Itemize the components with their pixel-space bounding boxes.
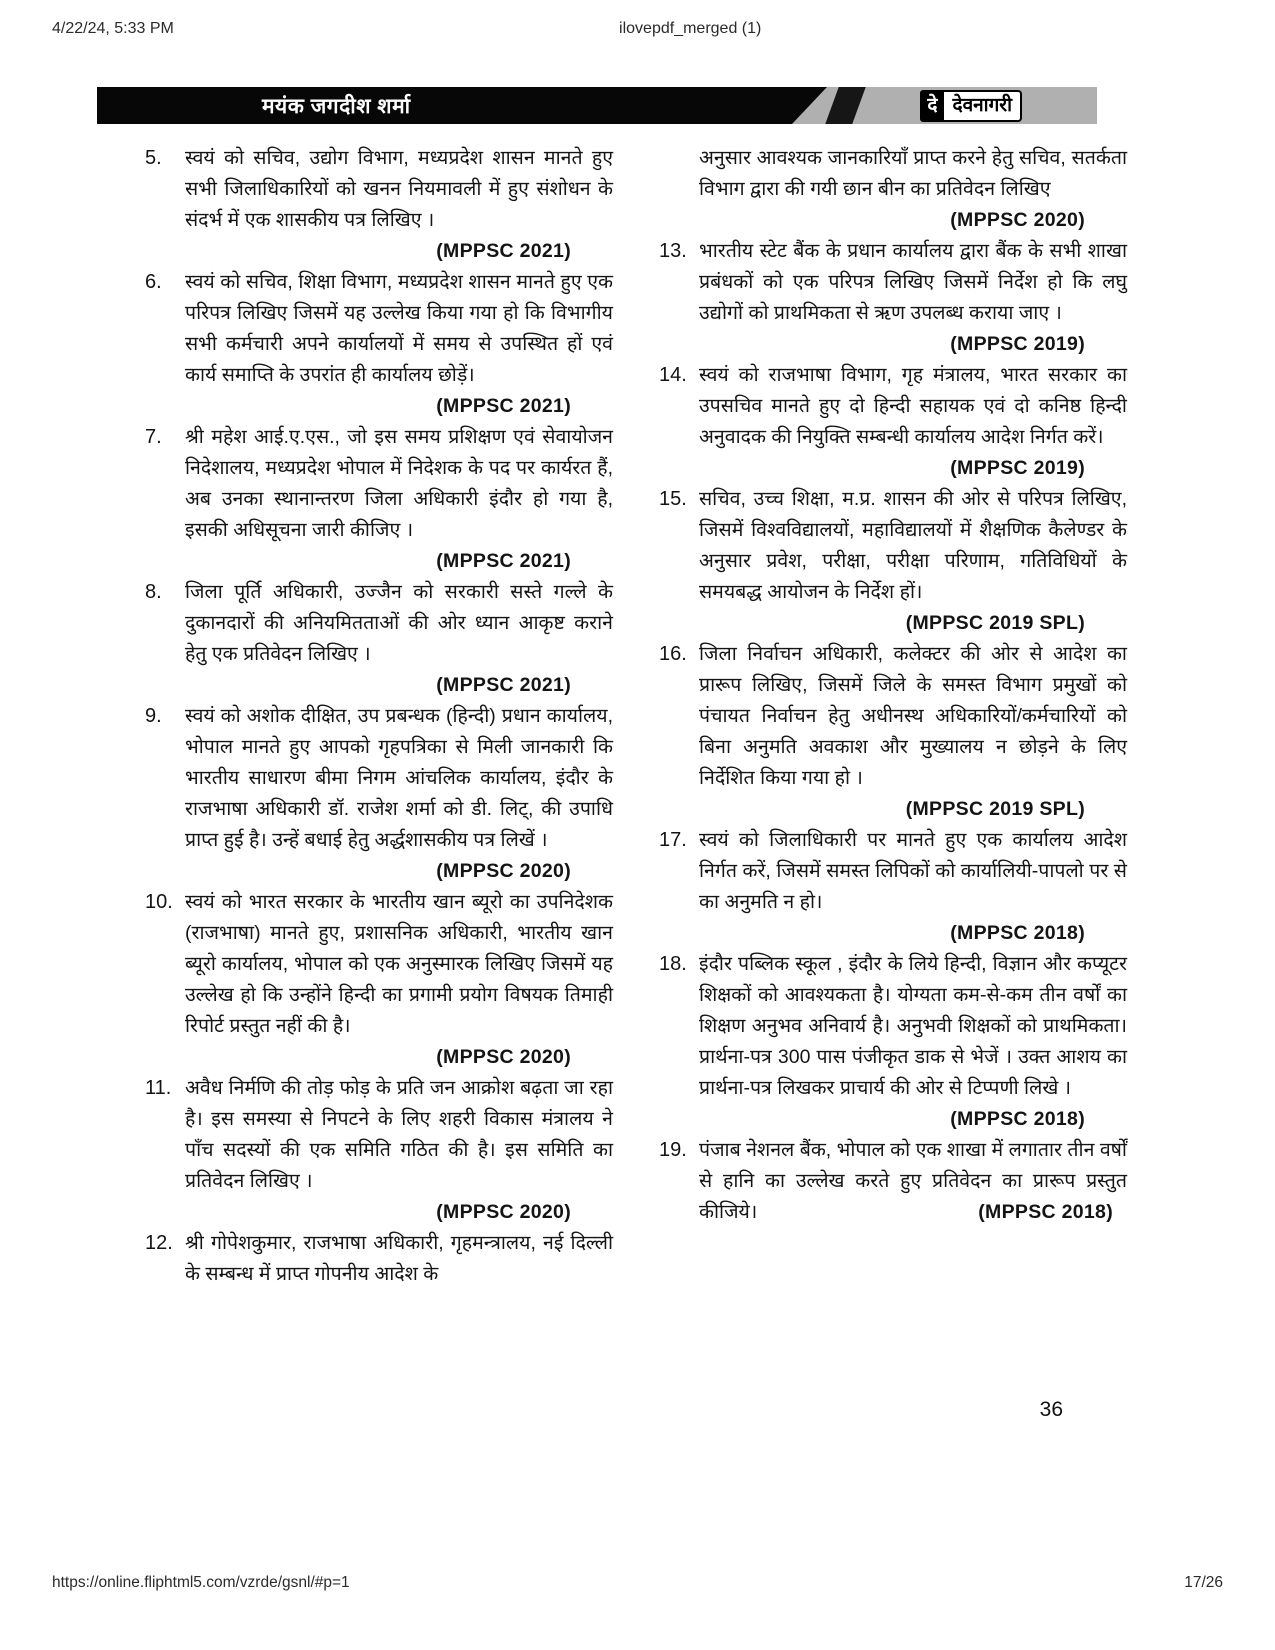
question-item	[145, 1228, 613, 1290]
question-item	[145, 422, 613, 577]
exam-attribution: (MPPSC 2018)	[950, 1108, 1085, 1130]
question-body	[699, 949, 1127, 1135]
question-number: 5.	[145, 147, 162, 169]
question-number: 13.	[659, 240, 687, 262]
question-body	[185, 267, 613, 422]
question-body	[185, 1228, 613, 1290]
question-text: भारतीय स्टेट बैंक के प्रधान कार्यालय द्वारा बैंक के सभी शाखा प्रबंधकों को एक परिपत्र लिखिए जिसमें निर्देश हो कि लघु उद्योगों को प्राथमिकता से ऋण उपलब्ध कराया जाए ।	[699, 240, 1127, 324]
question-body	[185, 1073, 613, 1228]
question-item	[659, 825, 1127, 949]
question-body	[699, 639, 1127, 825]
question-number: 18.	[659, 953, 687, 975]
question-body	[699, 143, 1127, 236]
page-indicator: 17/26	[1184, 1574, 1223, 1591]
exam-attribution: (MPPSC 2021)	[436, 395, 571, 417]
print-header	[52, 20, 1223, 38]
question-text: स्वयं को जिलाधिकारी पर मानते हुए एक कार्यालय आदेश निर्गत करें, जिसमें समस्त लिपिकों को कार्यालियी-पापलो पर से का अनुमति न हो।	[699, 829, 1127, 913]
questions-column-left	[145, 143, 613, 1290]
exam-attribution: (MPPSC 2021)	[436, 550, 571, 572]
question-number: 7.	[145, 426, 162, 448]
question-item	[659, 236, 1127, 360]
question-number: 9.	[145, 705, 162, 727]
exam-attribution: (MPPSC 2020)	[950, 209, 1085, 231]
question-number: 16.	[659, 643, 687, 665]
question-body	[185, 887, 613, 1073]
exam-attribution: (MPPSC 2018)	[978, 1201, 1113, 1223]
question-text: श्री गोपेशकुमार, राजभाषा अधिकारी, गृहमन्त्रालय, नई दिल्ली के सम्बन्ध में प्राप्त गोपनीय आदेश के	[185, 1232, 613, 1285]
question-number: 11.	[145, 1077, 172, 1099]
question-body	[185, 577, 613, 701]
question-item	[145, 1073, 613, 1228]
question-text: स्वयं को भारत सरकार के भारतीय खान ब्यूरो का उपनिदेशक (राजभाषा) मानते हुए, प्रशासनिक अधिकारी, भारतीय खान ब्यूरो कार्यालय, भोपाल को एक अनुस्मारक लिखिए जिसमें यह उल्लेख हो कि उन्होंने हिन्दी का प्रगामी प्रयोग विषयक तिमाही रिपोर्ट प्रस्तुत नहीं की है।	[185, 891, 613, 1037]
question-body	[699, 825, 1127, 949]
exam-attribution: (MPPSC 2019 SPL)	[905, 798, 1085, 820]
logo-wordmark: देवनागरी	[944, 90, 1022, 122]
question-item	[145, 577, 613, 701]
question-text: इंदौर पब्लिक स्कूल , इंदौर के लिये हिन्दी, विज्ञान और कप्यूटर शिक्षकों को आवश्यकता है। योग्यता कम-से-कम तीन वर्षों का शिक्षण अनुभव अनिवार्य है। अनुभवी शिक्षकों को प्राथमिकता। प्रार्थना-पत्र 300 पास पंजीकृत डाक से भेजें । उक्त आशय का प्रार्थना-पत्र लिखकर प्राचार्य की ओर से टिप्पणी लिखे ।	[699, 953, 1127, 1099]
print-datetime: 4/22/24, 5:33 PM	[52, 20, 174, 37]
exam-attribution: (MPPSC 2021)	[436, 674, 571, 696]
question-number: 15.	[659, 488, 687, 510]
questions-column-right	[659, 143, 1127, 1290]
question-item	[145, 701, 613, 887]
exam-attribution: (MPPSC 2019)	[950, 333, 1085, 355]
question-text: अवैध निर्मणि की तोड़ फोड़ के प्रति जन आक्रोश बढ़ता जा रहा है। इस समस्या से निपटने के लिए शहरी विकास मंत्रालय ने पाँच सदस्यों की एक समिति गठित की है। इस समिति का प्रतिवेदन लिखिए ।	[185, 1077, 613, 1192]
question-number: 17.	[659, 829, 687, 851]
question-text: स्वयं को अशोक दीक्षित, उप प्रबन्धक (हिन्दी) प्रधान कार्यालय, भोपाल मानते हुए आपको गृहपत्रिका से मिली जानकारी कि भारतीय साधारण बीमा निगम आंचलिक कार्यालय, इंदौर के राजभाषा अधिकारी डॉ. राजेश शर्मा को डी. लिट्, की उपाधि प्राप्त हुई है। उन्हें बधाई हेतु अर्द्धशासकीय पत्र लिखें ।	[185, 705, 613, 851]
question-body	[185, 143, 613, 267]
exam-attribution: (MPPSC 2018)	[950, 922, 1085, 944]
question-item	[659, 949, 1127, 1135]
question-item	[659, 360, 1127, 484]
question-item	[659, 639, 1127, 825]
source-url: https://online.fliphtml5.com/vzrde/gsnl/#p=1	[52, 1574, 350, 1591]
question-item	[145, 143, 613, 267]
author-name: मयंक जगदीश शर्मा	[262, 94, 411, 118]
question-item	[659, 484, 1127, 639]
exam-attribution: (MPPSC 2020)	[436, 1201, 571, 1223]
question-body	[185, 701, 613, 887]
question-body	[699, 360, 1127, 484]
question-text: श्री महेश आई.ए.एस., जो इस समय प्रशिक्षण एवं सेवायोजन निदेशालय, मध्यप्रदेश भोपाल में निदेशक के पद पर कार्यरत हैं, अब उनका स्थानान्तरण जिला अधिकारी इंदौर हो गया है, इसकी अधिसूचना जारी कीजिए ।	[185, 426, 613, 541]
question-number: 8.	[145, 581, 162, 603]
print-doc-title: ilovepdf_merged (1)	[619, 20, 762, 37]
exam-attribution: (MPPSC 2019)	[950, 457, 1085, 479]
question-item	[145, 267, 613, 422]
question-number: 14.	[659, 364, 687, 386]
exam-attribution: (MPPSC 2020)	[436, 860, 571, 882]
question-item	[145, 887, 613, 1073]
question-body	[699, 1135, 1127, 1228]
question-text: पंजाब नेशनल बैंक, भोपाल को एक शाखा में लगातार तीन वर्षों से हानि का उल्लेख करते हुए प्रतिवेदन का प्रारूप प्रस्तुत कीजिये।	[699, 1139, 1127, 1223]
question-item	[659, 1135, 1127, 1228]
exam-attribution: (MPPSC 2021)	[436, 240, 571, 262]
question-text: स्वयं को राजभाषा विभाग, गृह मंत्रालय, भारत सरकार का उपसचिव मानते हुए दो हिन्दी सहायक एवं दो कनिष्ठ हिन्दी अनुवादक की नियुक्ति सम्बन्धी कार्यालय आदेश निर्गत करें।	[699, 364, 1127, 448]
question-number: 12.	[145, 1232, 173, 1254]
print-footer	[52, 1574, 1223, 1592]
questions-area	[145, 143, 1127, 1290]
book-header-banner	[97, 87, 1097, 124]
book-page-number: 36	[1039, 1398, 1063, 1421]
logo-initial: दे	[920, 90, 944, 122]
devanagari-logo	[920, 90, 1022, 122]
question-body	[699, 236, 1127, 360]
question-number: 10.	[145, 891, 173, 913]
question-text: सचिव, उच्च शिक्षा, म.प्र. शासन की ओर से परिपत्र लिखिए, जिसमें विश्वविद्यालयों, महाविद्यालयों में शैक्षणिक कैलेण्डर के अनुसार प्रवेश, परीक्षा, परीक्षा परिणाम, गतिविधियों के समयबद्ध आयोजन के निर्देश हों।	[699, 488, 1127, 603]
question-text: जिला निर्वाचन अधिकारी, कलेक्टर की ओर से आदेश का प्रारूप लिखिए, जिसमें जिले के समस्त विभाग प्रमुखों को पंचायत निर्वाचन हेतु अधीनस्थ अधिकारियों/कर्मचारियों को बिना अनुमति अवकाश और मुख्यालय न छोड़ने के लिए निर्देशित किया गया हो ।	[699, 643, 1127, 789]
question-text: स्वयं को सचिव, शिक्षा विभाग, मध्यप्रदेश शासन मानते हुए एक परिपत्र लिखिए जिसमें यह उल्लेख किया गया हो कि विभागीय सभी कर्मचारी अपने कार्यालयों में समय से उपस्थित हों एवं कार्य समाप्ति के उपरांत ही कार्यालय छोड़ें।	[185, 271, 613, 386]
exam-attribution: (MPPSC 2019 SPL)	[905, 612, 1085, 634]
question-number	[659, 143, 699, 236]
question-text: जिला पूर्ति अधिकारी, उज्जैन को सरकारी सस्ते गल्ले के दुकानदारों की अनियमितताओं की ओर ध्यान आकृष्ट कराने हेतु एक प्रतिवेदन लिखिए ।	[185, 581, 613, 665]
question-text: अनुसार आवश्यक जानकारियाँ प्राप्त करने हेतु सचिव, सतर्कता विभाग द्वारा की गयी छान बीन का प्रतिवेदन लिखिए	[699, 147, 1127, 200]
exam-attribution: (MPPSC 2020)	[436, 1046, 571, 1068]
question-number: 6.	[145, 271, 162, 293]
question-text: स्वयं को सचिव, उद्योग विभाग, मध्यप्रदेश शासन मानते हुए सभी जिलाधिकारियों को खनन नियमावली में हुए संशोधन के संदर्भ में एक शासकीय पत्र लिखिए ।	[185, 147, 613, 231]
question-body	[185, 422, 613, 577]
question-body	[699, 484, 1127, 639]
banner-slash-decoration	[825, 87, 865, 124]
question-number: 19.	[659, 1139, 687, 1161]
question-item	[659, 143, 1127, 236]
